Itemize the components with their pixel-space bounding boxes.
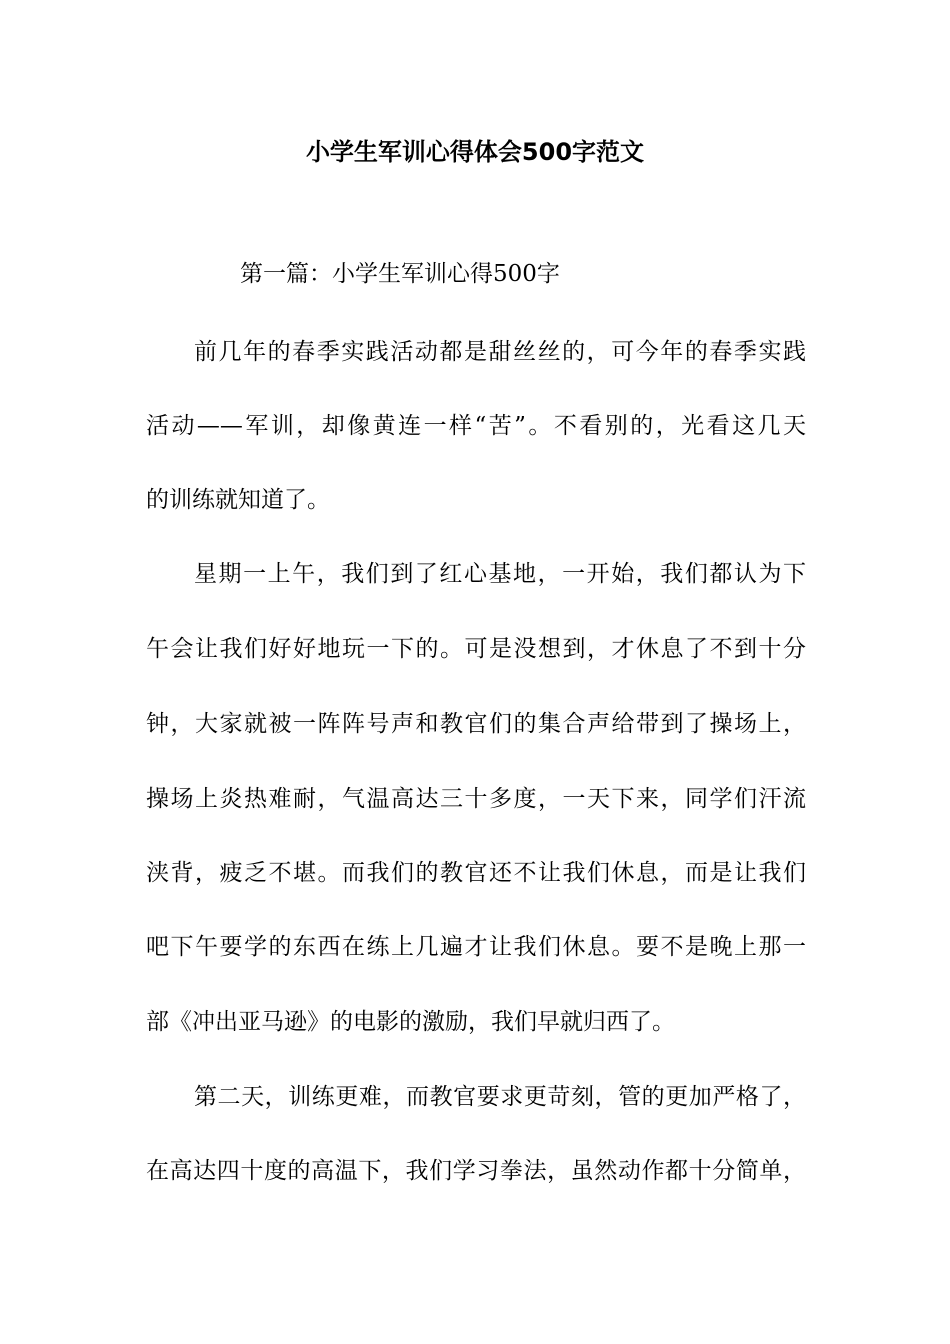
paragraph-3-line-2: 在高达四十度的高温下，我们学习拳法，虽然动作都十分简单， [146, 1158, 806, 1184]
paragraph-1-line-1: 前几年的春季实践活动都是甜丝丝的，可今年的春季实践 [194, 339, 806, 365]
section-heading: 第一篇：小学生军训心得500字 [240, 261, 560, 287]
document-title: 小学生军训心得体会500字范文 [305, 138, 645, 166]
paragraph-2-line-3: 钟，大家就被一阵阵号声和教官们的集合声给带到了操场上， [146, 711, 806, 737]
paragraph-2-line-4: 操场上炎热难耐，气温高达三十多度，一天下来，同学们汗流 [146, 786, 806, 812]
paragraph-3-line-1: 第二天，训练更难，而教官要求更苛刻，管的更加严格了， [194, 1084, 806, 1110]
paragraph-1-line-3: 的训练就知道了。 [146, 487, 330, 513]
paragraph-2-line-5: 浃背，疲乏不堪。而我们的教官还不让我们休息，而是让我们 [146, 860, 806, 886]
paragraph-2-line-7: 部《冲出亚马逊》的电影的激励，我们早就归西了。 [146, 1009, 675, 1035]
paragraph-1-line-2: 活动——军训，却像黄连一样“苦”。不看别的，光看这几天 [146, 413, 806, 439]
paragraph-2-line-6: 吧下午要学的东西在练上几遍才让我们休息。要不是晚上那一 [146, 934, 806, 960]
paragraph-2-line-2: 午会让我们好好地玩一下的。可是没想到，才休息了不到十分 [146, 636, 806, 662]
paragraph-2-line-1: 星期一上午，我们到了红心基地，一开始，我们都认为下 [194, 561, 806, 587]
